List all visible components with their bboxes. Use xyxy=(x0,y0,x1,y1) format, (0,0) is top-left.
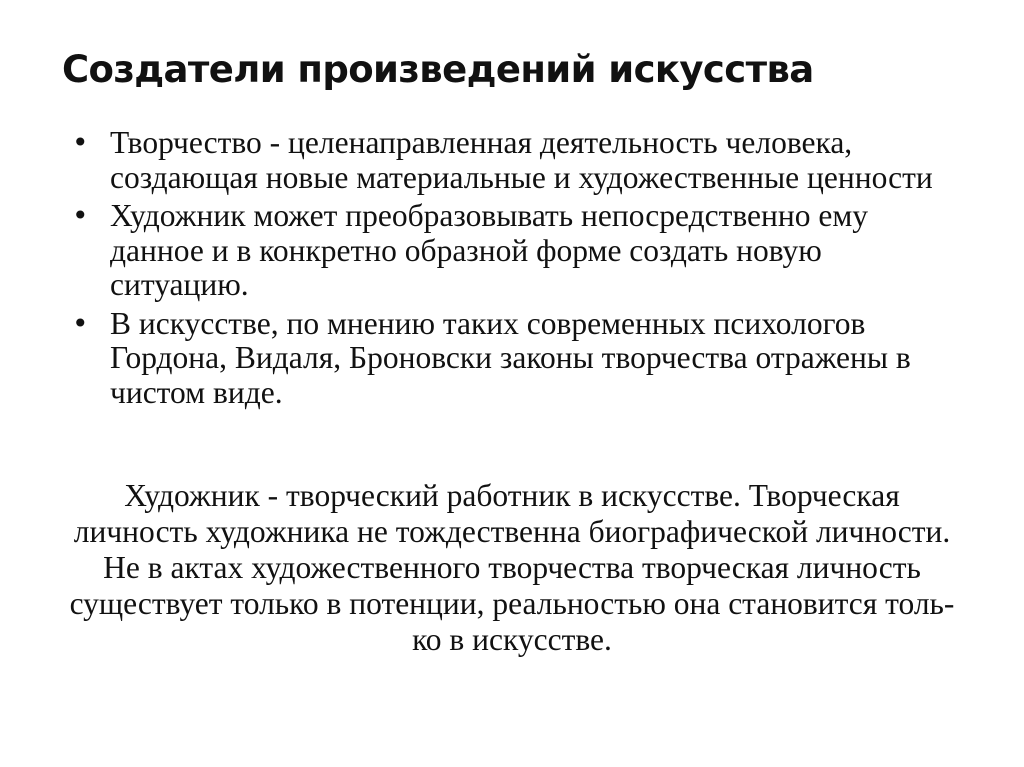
centered-paragraph: Художник - творческий работник в искусстве. Творческая личность художника не тождественна биографической личности. Не в актах художественного творчества творческая личность существует только в потенции, реальностью она становится толь-ко в искусстве. xyxy=(69,478,955,657)
slide-title: Создатели произведений искусства xyxy=(62,48,814,91)
bullet-text: Творчество - целенаправленная деятельность человека, создающая новые материальные и художественные ценности xyxy=(110,125,933,195)
bullet-item xyxy=(72,307,962,411)
bullet-item xyxy=(72,126,962,195)
bullet-text: В искусстве, по мнению таких современных психологов Гордона, Видаля, Броновски законы творчества отражены в чистом виде. xyxy=(110,305,911,410)
bullet-list xyxy=(72,126,962,414)
bullet-text: Художник может преобразовывать непосредственно ему данное и в конкретно образной форме создать новую ситуацию. xyxy=(110,198,869,302)
bullet-item xyxy=(72,199,962,303)
bullet-marker: • xyxy=(72,306,89,340)
bullet-marker: • xyxy=(72,199,89,232)
bullet-marker: • xyxy=(72,126,89,159)
